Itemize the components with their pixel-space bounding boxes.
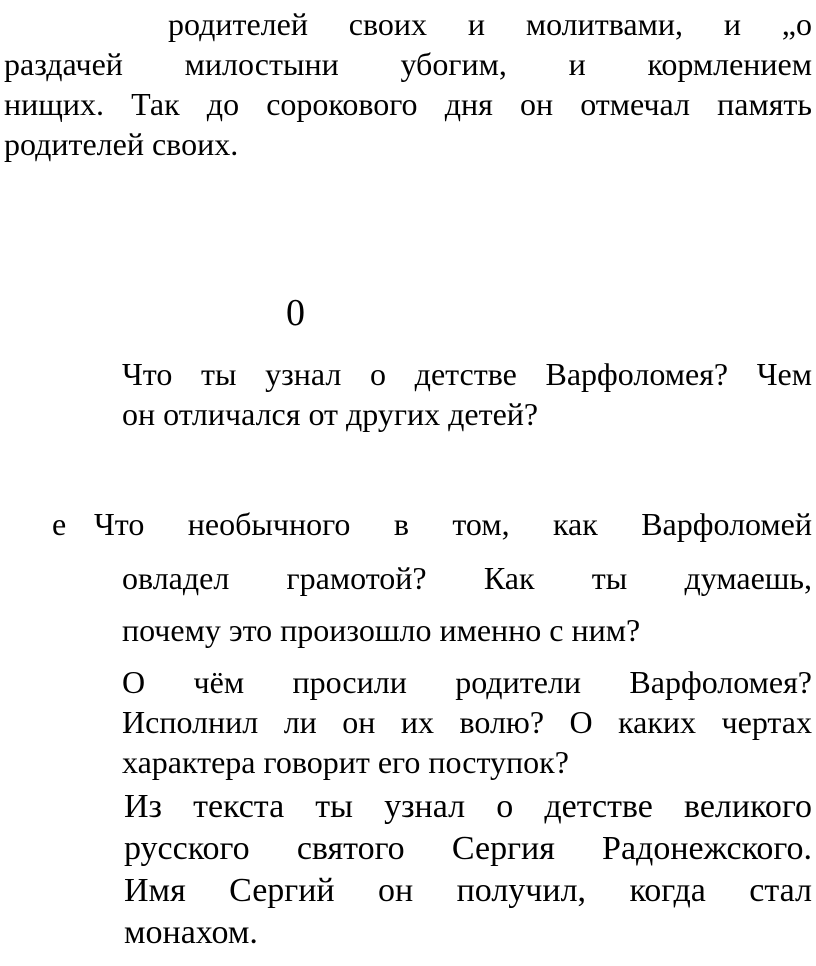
section-marker: 0 [286, 292, 305, 334]
text-line: русского святого Сергия Радонежского. [124, 830, 812, 867]
bullet-marker: е [52, 506, 67, 542]
text-line: Что необычного в том, как Варфоломей [94, 506, 812, 542]
text-line: характера говорит его поступок? [122, 744, 569, 780]
text-line: Имя Сергий он получил, когда стал [124, 872, 812, 909]
text-line: Из текста ты узнал о детстве великого [124, 788, 812, 825]
text-line: овладел грамотой? Как ты думаешь, [122, 560, 812, 596]
text-line: родителей своих и молитвами, и „о [168, 6, 812, 42]
text-line: он отличался от других детей? [122, 396, 539, 432]
text-line: Что ты узнал о детстве Варфоломея? Чем [122, 356, 812, 392]
text-line: раздачей милостыни убогим, и кормлением [4, 46, 812, 82]
text-line: монахом. [124, 914, 258, 951]
text-line: родителей своих. [4, 126, 239, 162]
text-line: почему это произошло именно с ним? [122, 612, 641, 648]
text-line: нищих. Так до сорокового дня он отмечал память [4, 86, 812, 122]
text-line: Исполнил ли он их волю? О каких чертах [122, 704, 812, 740]
text-line: О чём просили родители Варфоломея? [122, 664, 812, 700]
